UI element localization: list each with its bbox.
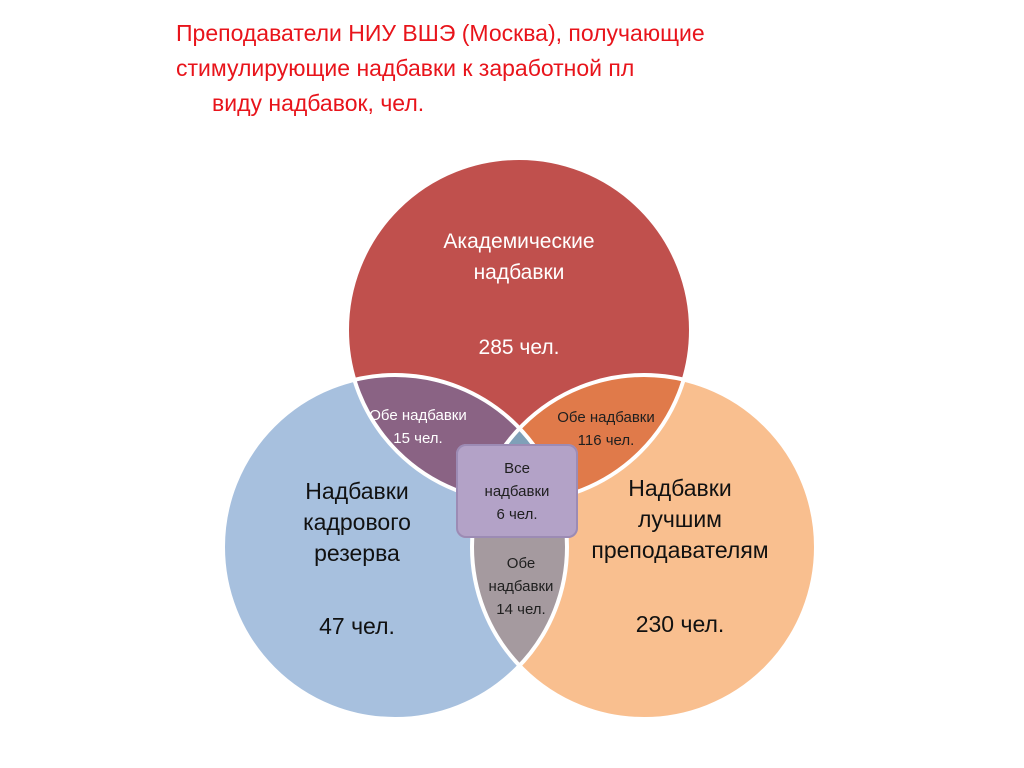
best-count: 230 чел. <box>635 611 725 637</box>
overlap-all-label: Все надбавки 6 чел. <box>484 460 550 523</box>
title-line-3: виду надбавок, чел. <box>212 90 425 116</box>
overlap-academic-best-label: Обе надбавки 116 чел. <box>557 409 655 449</box>
best-label: Надбавки лучшим преподавателям <box>591 475 769 563</box>
overlap-reserve-best-label: Обе надбавки 14 чел. <box>488 555 554 618</box>
reserve-count: 47 чел. <box>319 613 395 639</box>
title-line-2: стимулирующие надбавки к заработной пл <box>176 55 635 81</box>
title-line-1: Преподаватели НИУ ВШЭ (Москва), получающие <box>176 20 705 46</box>
academic-count: 285 чел. <box>478 336 560 359</box>
reserve-label: Надбавки кадрового резерва <box>303 478 411 566</box>
academic-label: Академические надбавки <box>443 230 595 284</box>
overlap-academic-reserve-label: Обе надбавки 15 чел. <box>369 407 467 447</box>
